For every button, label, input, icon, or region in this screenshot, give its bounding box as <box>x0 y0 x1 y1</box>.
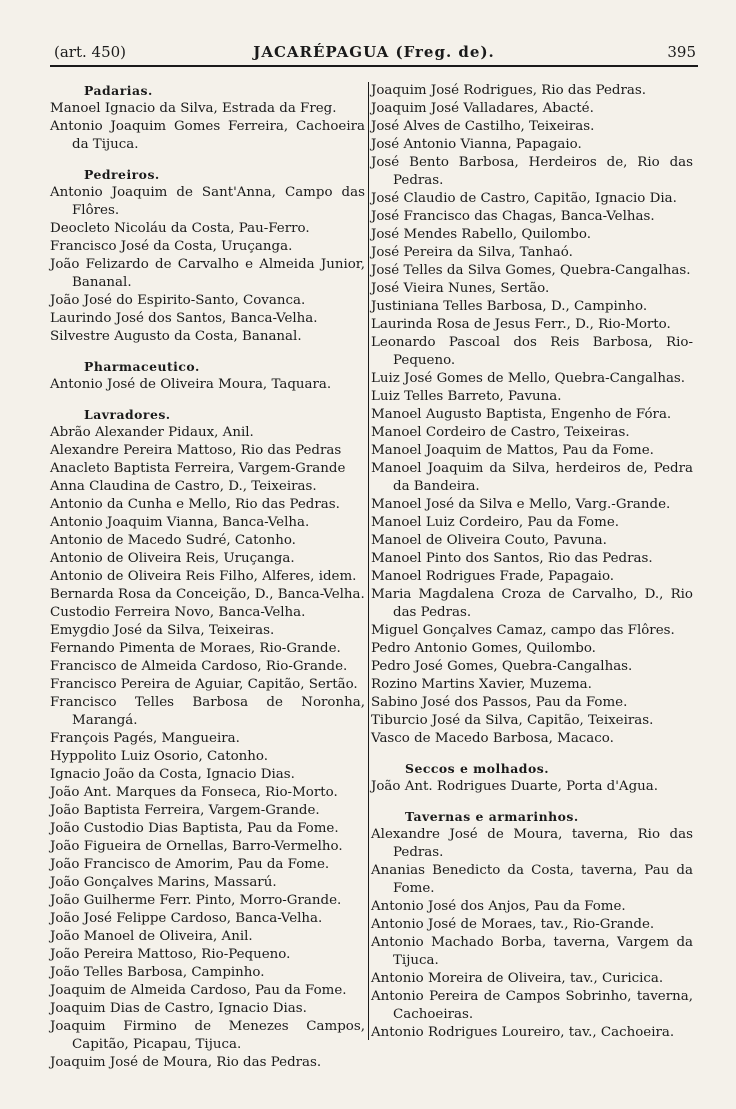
directory-entry: José Bento Barbosa, Herdeiros de, Rio das Pedras. <box>371 155 693 188</box>
directory-entry: Ananias Benedicto da Costa, taverna, Pau da Fome. <box>371 863 693 896</box>
directory-entry: Abrão Alexander Pidaux, Anil. <box>50 425 254 440</box>
directory-entry: Alexandre Pereira Mattoso, Rio das Pedras <box>50 443 342 458</box>
page-title: JACARÉPAGUA (Freg. de). <box>253 43 495 61</box>
directory-entry: Laurinda Rosa de Jesus Ferr., D., Rio-Morto. <box>371 317 671 332</box>
section-heading: Pharmaceutico. <box>84 359 200 374</box>
directory-entry: João Francisco de Amorim, Pau da Fome. <box>50 857 330 872</box>
directory-entry: Francisco Pereira de Aguiar, Capitão, Sertão. <box>50 677 358 692</box>
directory-entry: Emygdio José da Silva, Teixeiras. <box>50 623 275 638</box>
directory-entry: Luiz José Gomes de Mello, Quebra-Cangalhas. <box>371 371 686 386</box>
section-gap <box>371 796 693 808</box>
directory-entry: Anacleto Baptista Ferreira, Vargem-Grande <box>50 461 346 476</box>
directory-entry: Antonio de Oliveira Reis, Uruçanga. <box>50 551 295 566</box>
directory-entry: João Pereira Mattoso, Rio-Pequeno. <box>50 947 291 962</box>
directory-entry: Silvestre Augusto da Costa, Bananal. <box>50 329 302 344</box>
section-gap <box>50 394 365 406</box>
directory-entry: Vasco de Macedo Barbosa, Macaco. <box>371 731 614 746</box>
directory-entry: Antonio Joaquim de Sant'Anna, Campo das Flôres. <box>50 185 365 218</box>
directory-entry: Alexandre José de Moura, taverna, Rio das Pedras. <box>371 827 693 860</box>
directory-entry: Manoel Rodrigues Frade, Papagaio. <box>371 569 615 584</box>
directory-entry: Joaquim José de Moura, Rio das Pedras. <box>50 1055 322 1070</box>
directory-entry: Ignacio João da Costa, Ignacio Dias. <box>50 767 295 782</box>
directory-entry: João Gonçalves Marins, Massarú. <box>50 875 277 890</box>
directory-entry: João José do Espirito-Santo, Covanca. <box>50 293 306 308</box>
directory-entry: João Figueira de Ornellas, Barro-Vermelho. <box>50 839 343 854</box>
directory-entry: Manoel Pinto dos Santos, Rio das Pedras. <box>371 551 653 566</box>
right-column <box>371 82 693 1042</box>
directory-entry: Joaquim Firmino de Menezes Campos, Capitão, Picapau, Tijuca. <box>50 1019 365 1052</box>
directory-entry: José Claudio de Castro, Capitão, Ignacio Dia. <box>371 191 677 206</box>
directory-entry: Joaquim José Rodrigues, Rio das Pedras. <box>371 83 647 98</box>
section-gap <box>371 748 693 760</box>
article-reference: (art. 450) <box>54 43 127 61</box>
directory-entry: João Felizardo de Carvalho e Almeida Junior, Bananal. <box>50 257 365 290</box>
directory-entry: François Pagés, Mangueira. <box>50 731 240 746</box>
column-divider <box>368 82 369 1040</box>
directory-entry: João Baptista Ferreira, Vargem-Grande. <box>50 803 320 818</box>
page-header <box>50 40 698 64</box>
directory-entry: José Mendes Rabello, Quilombo. <box>371 227 591 242</box>
section-heading: Seccos e molhados. <box>405 761 550 776</box>
directory-entry: Pedro José Gomes, Quebra-Cangalhas. <box>371 659 633 674</box>
section-gap <box>50 346 365 358</box>
directory-entry: Francisco Telles Barbosa de Noronha, Marangá. <box>50 695 365 728</box>
section-heading: Tavernas e armarinhos. <box>405 809 579 824</box>
directory-entry: Joaquim José Valladares, Abacté. <box>371 101 594 116</box>
directory-entry: Fernando Pimenta de Moraes, Rio-Grande. <box>50 641 341 656</box>
left-column <box>50 82 365 1072</box>
directory-entry: João Ant. Marques da Fonseca, Rio-Morto. <box>50 785 338 800</box>
directory-entry: Laurindo José dos Santos, Banca-Velha. <box>50 311 318 326</box>
directory-entry: Joaquim de Almeida Cardoso, Pau da Fome. <box>50 983 347 998</box>
directory-entry: Manoel de Oliveira Couto, Pavuna. <box>371 533 607 548</box>
directory-entry: João Custodio Dias Baptista, Pau da Fome. <box>50 821 339 836</box>
directory-entry: Joaquim Dias de Castro, Ignacio Dias. <box>50 1001 307 1016</box>
directory-entry: Luiz Telles Barreto, Pavuna. <box>371 389 562 404</box>
directory-entry: Francisco José da Costa, Uruçanga. <box>50 239 293 254</box>
directory-entry: Manoel Augusto Baptista, Engenho de Fóra. <box>371 407 672 422</box>
directory-entry: João Manoel de Oliveira, Anil. <box>50 929 253 944</box>
directory-entry: José Antonio Vianna, Papagaio. <box>371 137 582 152</box>
directory-entry: Antonio Machado Borba, taverna, Vargem da Tijuca. <box>371 935 693 968</box>
section-gap <box>50 154 365 166</box>
directory-entry: Manoel José da Silva e Mello, Varg.-Grande. <box>371 497 671 512</box>
directory-entry: Antonio Rodrigues Loureiro, tav., Cachoeira. <box>371 1025 675 1040</box>
directory-entry: Leonardo Pascoal dos Reis Barbosa, Rio-Pequeno. <box>371 335 693 368</box>
directory-entry: Maria Magdalena Croza de Carvalho, D., Rio das Pedras. <box>371 587 693 620</box>
directory-entry: Justiniana Telles Barbosa, D., Campinho. <box>371 299 648 314</box>
directory-entry: José Pereira da Silva, Tanhaó. <box>371 245 573 260</box>
directory-entry: João José Felippe Cardoso, Banca-Velha. <box>50 911 323 926</box>
directory-entry: Antonio da Cunha e Mello, Rio das Pedras. <box>50 497 340 512</box>
directory-entry: Hyppolito Luiz Osorio, Catonho. <box>50 749 268 764</box>
directory-entry: Anna Claudina de Castro, D., Teixeiras. <box>50 479 317 494</box>
directory-entry: Antonio José de Moraes, tav., Rio-Grande. <box>371 917 655 932</box>
directory-entry: Francisco de Almeida Cardoso, Rio-Grande. <box>50 659 348 674</box>
directory-entry: Antonio José dos Anjos, Pau da Fome. <box>371 899 626 914</box>
directory-entry: Antonio de Macedo Sudré, Catonho. <box>50 533 296 548</box>
directory-entry: João Guilherme Ferr. Pinto, Morro-Grande. <box>50 893 342 908</box>
directory-entry: José Vieira Nunes, Sertão. <box>371 281 550 296</box>
directory-entry: Antonio Joaquim Vianna, Banca-Velha. <box>50 515 310 530</box>
header-rule <box>50 65 698 67</box>
directory-entry: Miguel Gonçalves Camaz, campo das Flôres. <box>371 623 675 638</box>
section-heading: Pedreiros. <box>84 167 160 182</box>
section-heading: Lavradores. <box>84 407 171 422</box>
directory-entry: Antonio José de Oliveira Moura, Taquara. <box>50 377 332 392</box>
directory-entry: João Telles Barbosa, Campinho. <box>50 965 265 980</box>
directory-entry: Bernarda Rosa da Conceição, D., Banca-Velha. <box>50 587 365 602</box>
directory-entry: Deocleto Nicoláu da Costa, Pau-Ferro. <box>50 221 310 236</box>
directory-entry: Antonio Joaquim Gomes Ferreira, Cachoeira da Tijuca. <box>50 119 365 152</box>
directory-entry: Antonio de Oliveira Reis Filho, Alferes, idem. <box>50 569 357 584</box>
directory-entry: Manoel Joaquim de Mattos, Pau da Fome. <box>371 443 654 458</box>
directory-entry: Manoel Joaquim da Silva, herdeiros de, Pedra da Bandeira. <box>371 461 693 494</box>
page-number: 395 <box>667 43 696 61</box>
directory-entry: José Telles da Silva Gomes, Quebra-Cangalhas. <box>371 263 691 278</box>
directory-entry: Sabino José dos Passos, Pau da Fome. <box>371 695 628 710</box>
directory-entry: Pedro Antonio Gomes, Quilombo. <box>371 641 596 656</box>
directory-entry: Manoel Luiz Cordeiro, Pau da Fome. <box>371 515 620 530</box>
directory-entry: José Alves de Castilho, Teixeiras. <box>371 119 595 134</box>
directory-entry: Rozino Martins Xavier, Muzema. <box>371 677 592 692</box>
directory-entry: Tiburcio José da Silva, Capitão, Teixeiras. <box>371 713 654 728</box>
section-heading: Padarias. <box>84 83 153 98</box>
directory-entry: Custodio Ferreira Novo, Banca-Velha. <box>50 605 306 620</box>
directory-entry: João Ant. Rodrigues Duarte, Porta d'Agua. <box>371 779 659 794</box>
directory-entry: Antonio Moreira de Oliveira, tav., Curicica. <box>371 971 664 986</box>
directory-entry: José Francisco das Chagas, Banca-Velhas. <box>371 209 655 224</box>
directory-entry: Manoel Cordeiro de Castro, Teixeiras. <box>371 425 630 440</box>
directory-entry: Manoel Ignacio da Silva, Estrada da Freg. <box>50 101 337 116</box>
directory-entry: Antonio Pereira de Campos Sobrinho, taverna, Cachoeiras. <box>371 989 693 1022</box>
